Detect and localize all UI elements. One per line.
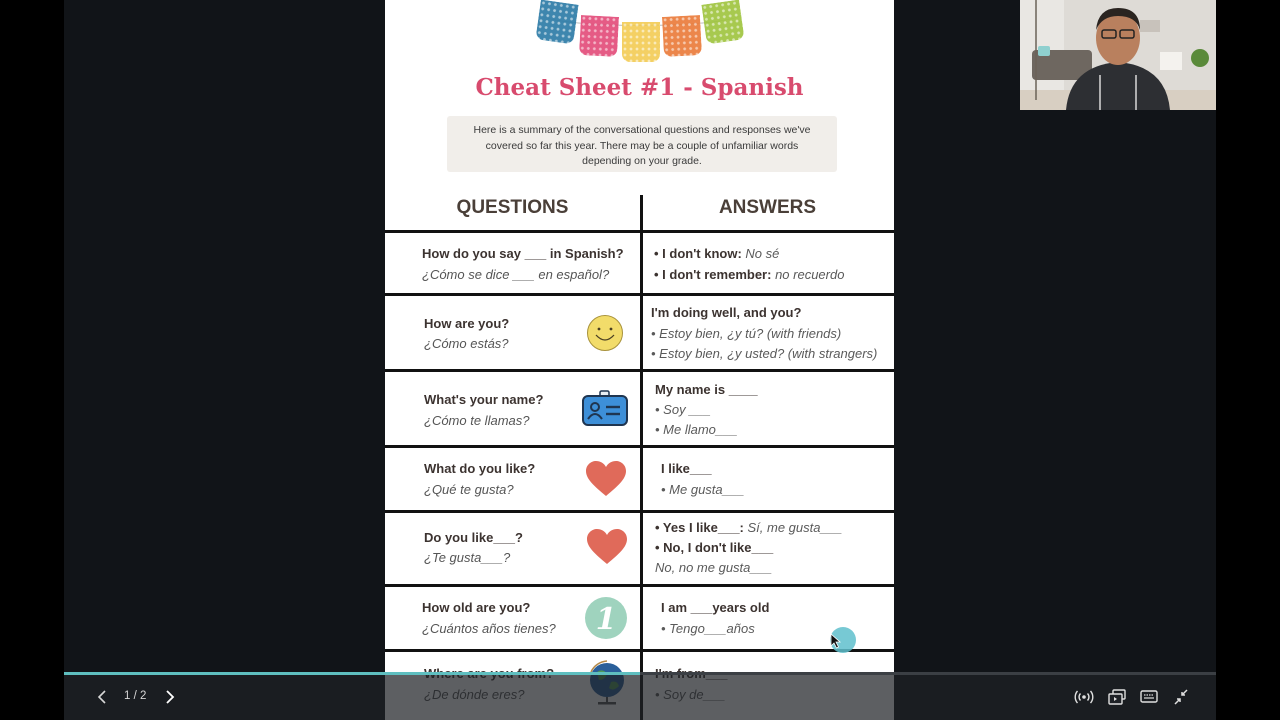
answer-line: I am ___years old [661,600,770,615]
answer-cell [643,587,894,649]
previous-page-button[interactable] [94,688,110,706]
questions-header: QUESTIONS [456,197,569,218]
papel-picado-banner [538,0,743,60]
page-title: Cheat Sheet #1 - Spanish [475,74,804,101]
svg-text:1: 1 [595,602,617,637]
question-cell [385,513,640,584]
question-english: What's your name? [424,392,544,407]
question-cell [385,448,640,510]
answer-line: • Soy ___ [655,402,711,417]
answer-line: • I don't remember: no recuerdo [654,267,845,282]
answer-cell [643,513,894,584]
answer-line: No, no me gusta___ [655,560,773,575]
presenter-video [1020,0,1216,110]
table-row [385,233,894,293]
controls-overlay [64,675,1216,720]
answer-cell [643,448,894,510]
document-page [385,0,894,720]
question-spanish: ¿Te gusta___? [424,550,511,565]
question-cell [385,296,640,369]
page-indicator: 1 / 2 [124,690,147,702]
question-english: Do you like___? [424,530,523,545]
banner-flag-blue [535,0,578,44]
question-spanish: ¿Cuántos años tienes? [422,621,556,636]
question-cell [385,372,640,445]
banner-flag-yellow [622,22,660,62]
summary-box [447,116,837,172]
answer-cell [643,296,894,369]
banner-flag-green [701,0,744,44]
question-english: How do you say ___ in Spanish? [422,246,624,261]
answer-line: • Tengo___años [661,621,755,636]
question-cell [385,233,640,293]
answer-line: • Me llamo___ [655,422,738,437]
table-row [385,372,894,445]
table-row [385,587,894,649]
heart-icon [585,460,627,498]
answer-cell [643,372,894,445]
answer-line: I'm doing well, and you? [651,305,802,320]
picture-in-picture-icon[interactable] [1107,688,1127,706]
exit-fullscreen-icon[interactable] [1171,688,1191,706]
answer-line: • Estoy bien, ¿y tú? (with friends) [651,326,842,341]
question-english: What do you like? [424,461,536,476]
question-english: How old are you? [422,600,531,615]
next-page-button[interactable] [162,688,178,706]
question-spanish: ¿Cómo estás? [424,336,509,351]
question-english: How are you? [424,316,510,331]
answer-line: • Estoy bien, ¿y usted? (with strangers) [651,346,878,361]
presentation-stage [64,0,1216,720]
smiley-face-icon [586,314,624,352]
answer-line: • Me gusta___ [661,482,745,497]
banner-flag-orange [662,15,702,57]
banner-flag-pink [579,15,619,57]
webcam-overlay[interactable] [1020,0,1216,110]
answers-header: ANSWERS [718,197,817,218]
number-one-icon [584,596,628,640]
table-row [385,296,894,369]
answer-line: My name is ____ [655,382,758,397]
table-row [385,513,894,584]
summary-line: covered so far this year. There may be a couple of unfamiliar words [485,139,799,152]
answer-line: I like___ [661,461,712,476]
table-row [385,448,894,510]
summary-line: depending on your grade. [582,155,702,167]
answer-line: • I don't know: No sé [654,246,780,261]
question-spanish: ¿Cómo se dice ___ en español? [422,267,610,282]
question-spanish: ¿Cómo te llamas? [424,413,530,428]
progress-fill [64,672,640,675]
id-badge-icon [581,390,629,428]
broadcast-icon[interactable] [1074,688,1094,706]
question-spanish: ¿Qué te gusta? [424,482,514,497]
summary-line: Here is a summary of the conversational questions and responses we've [473,124,811,136]
question-cell [385,587,640,649]
heart-icon [586,528,628,566]
answer-line: • No, I don't like___ [655,540,774,555]
answer-cell [643,233,894,293]
keyboard-icon[interactable] [1139,688,1159,706]
answer-line: • Yes I like___: Sí, me gusta___ [655,520,843,535]
mouse-cursor-icon [830,633,842,649]
